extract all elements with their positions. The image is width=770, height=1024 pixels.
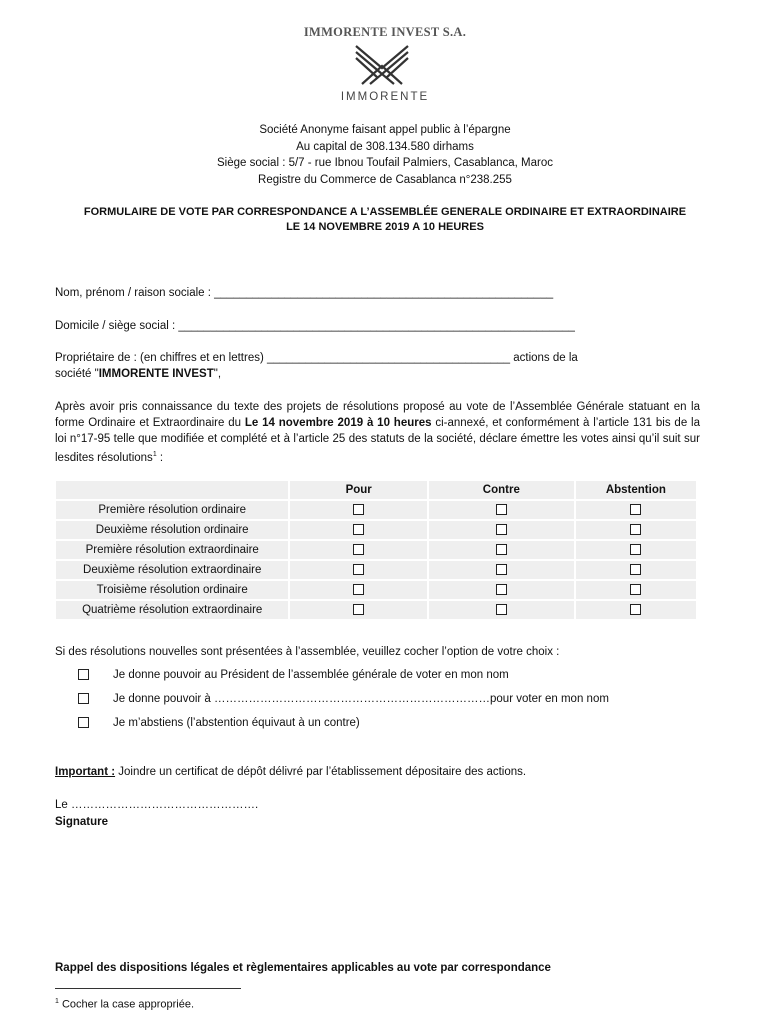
info-line: Société Anonyme faisant appel public à l’épargne <box>259 124 511 136</box>
vote-cell <box>290 501 427 519</box>
option-abstain <box>78 717 360 729</box>
pour-checkbox[interactable] <box>353 544 364 555</box>
footnote-divider <box>55 988 241 989</box>
footnote-number: 1 <box>55 998 59 1005</box>
table-row <box>56 541 696 559</box>
nom-field[interactable]: Nom, prénom / raison sociale : _____________________________________________________ <box>55 287 554 299</box>
paragraph-date: Le 14 novembre 2019 à 10 heures <box>244 417 432 429</box>
pour-checkbox[interactable] <box>353 524 364 535</box>
info-line: Au capital de 308.134.580 dirhams <box>296 140 474 153</box>
vote-cell <box>290 521 427 539</box>
important-note <box>55 766 526 778</box>
option-checkbox[interactable] <box>78 717 89 728</box>
contre-checkbox[interactable] <box>496 564 507 575</box>
contre-checkbox[interactable] <box>496 584 507 595</box>
pour-checkbox[interactable] <box>353 564 364 575</box>
header-blank <box>56 481 288 499</box>
info-line: Siège social : 5/7 - rue Ibnou Toufail Palmiers, Casablanca, Maroc <box>216 157 553 170</box>
option-checkbox[interactable] <box>78 669 89 680</box>
option-label: Je m’abstiens (l’abstention équivaut à un contre) <box>113 717 360 729</box>
vote-cell <box>429 581 574 599</box>
table-header-row <box>56 481 696 499</box>
option-label: Je donne pouvoir au Président de l’assemblée générale de voter en mon nom <box>113 669 509 681</box>
vote-cell <box>290 581 427 599</box>
company-name: IMMORENTE INVEST S.A. <box>303 25 467 39</box>
option-checkbox[interactable] <box>78 693 89 704</box>
title-line: LE 14 NOVEMBRE 2019 A 10 HEURES <box>286 221 484 233</box>
footnote <box>55 998 194 1011</box>
vote-cell <box>576 541 696 559</box>
option-president <box>78 669 509 681</box>
abstention-checkbox[interactable] <box>630 504 641 515</box>
contre-checkbox[interactable] <box>496 524 507 535</box>
declaration-paragraph <box>55 399 700 466</box>
new-resolutions-intro: Si des résolutions nouvelles sont présentées à l’assemblée, veuillez cocher l’option de votre choix : <box>55 646 560 658</box>
proprietaire-company <box>55 366 221 382</box>
proprietaire-field[interactable]: Propriétaire de : (en chiffres et en lettres) ______________________________________ actions de la <box>55 352 578 364</box>
vote-cell <box>429 541 574 559</box>
company-info <box>0 122 770 188</box>
table-row <box>56 561 696 579</box>
vote-cell <box>576 601 696 619</box>
contre-checkbox[interactable] <box>496 504 507 515</box>
pour-checkbox[interactable] <box>353 584 364 595</box>
info-line: Registre du Commerce de Casablanca n°238.255 <box>258 173 512 186</box>
vote-cell <box>290 561 427 579</box>
brand-name: IMMORENTE <box>340 91 430 103</box>
table-row <box>56 501 696 519</box>
abstention-checkbox[interactable] <box>630 604 641 615</box>
votes-table <box>54 479 698 621</box>
contre-checkbox[interactable] <box>496 604 507 615</box>
important-label: Important : <box>55 766 116 778</box>
immorente-logo <box>352 44 412 86</box>
date-field[interactable]: Le …………………………………………. <box>55 799 259 811</box>
resolution-label: Première résolution ordinaire <box>56 501 288 519</box>
title-line: FORMULAIRE DE VOTE PAR CORRESPONDANCE A L’ASSEMBLÉE GENERALE ORDINAIRE ET EXTRAORDINAIRE <box>83 206 687 218</box>
domicile-field[interactable]: Domicile / siège social : ______________________________________________________________ <box>55 320 575 332</box>
table-row <box>56 521 696 539</box>
vote-cell <box>290 601 427 619</box>
form-title <box>40 205 730 235</box>
abstention-checkbox[interactable] <box>630 524 641 535</box>
vote-cell <box>576 561 696 579</box>
vote-cell <box>576 581 696 599</box>
paragraph-text: Après avoir pris connaissance du texte des projets de résolutions proposé au vote de l’Assemblée Générale statuant en la forme Ordinaire et Extraordinaire du <box>55 401 700 429</box>
text: ", <box>213 368 222 380</box>
vote-cell <box>576 501 696 519</box>
vote-cell <box>429 601 574 619</box>
contre-checkbox[interactable] <box>496 544 507 555</box>
abstention-checkbox[interactable] <box>630 584 641 595</box>
resolution-label: Deuxième résolution ordinaire <box>56 521 288 539</box>
vote-cell <box>576 521 696 539</box>
vote-cell <box>290 541 427 559</box>
vote-cell <box>429 561 574 579</box>
vote-cell <box>429 501 574 519</box>
important-text: Joindre un certificat de dépôt délivré par l’établissement dépositaire des actions. <box>115 766 527 778</box>
pour-checkbox[interactable] <box>353 504 364 515</box>
column-contre: Contre <box>429 481 574 499</box>
paragraph-text: ci-annexé, et conformément à l’article 131 bis de la loi n°17-95 telle que modifiée et complété et à l’article 25 des statuts de la société, déclare émettre les votes ainsi qu’il suit sur lesdites résolutions <box>55 417 700 464</box>
pour-checkbox[interactable] <box>353 604 364 615</box>
rappel-heading: Rappel des dispositions légales et règlementaires applicables au vote par correspondance <box>55 962 551 974</box>
column-abstention: Abstention <box>576 481 696 499</box>
resolution-label: Deuxième résolution extraordinaire <box>56 561 288 579</box>
paragraph-text: : <box>156 451 164 464</box>
company-bold: IMMORENTE INVEST <box>98 368 214 380</box>
footnote-text: Cocher la case appropriée. <box>58 998 195 1011</box>
table-row <box>56 581 696 599</box>
resolution-label: Troisième résolution ordinaire <box>56 581 288 599</box>
abstention-checkbox[interactable] <box>630 544 641 555</box>
resolution-label: Première résolution extraordinaire <box>56 541 288 559</box>
option-label: Je donne pouvoir à ………………………………………………………………pour voter en mon nom <box>113 693 609 705</box>
vote-cell <box>429 521 574 539</box>
text: société " <box>55 368 99 380</box>
signature-label: Signature <box>55 816 109 828</box>
footnote-ref: 1 <box>152 451 157 458</box>
table-row <box>56 601 696 619</box>
resolution-label: Quatrième résolution extraordinaire <box>56 601 288 619</box>
column-pour: Pour <box>290 481 427 499</box>
abstention-checkbox[interactable] <box>630 564 641 575</box>
option-proxy <box>78 693 609 705</box>
